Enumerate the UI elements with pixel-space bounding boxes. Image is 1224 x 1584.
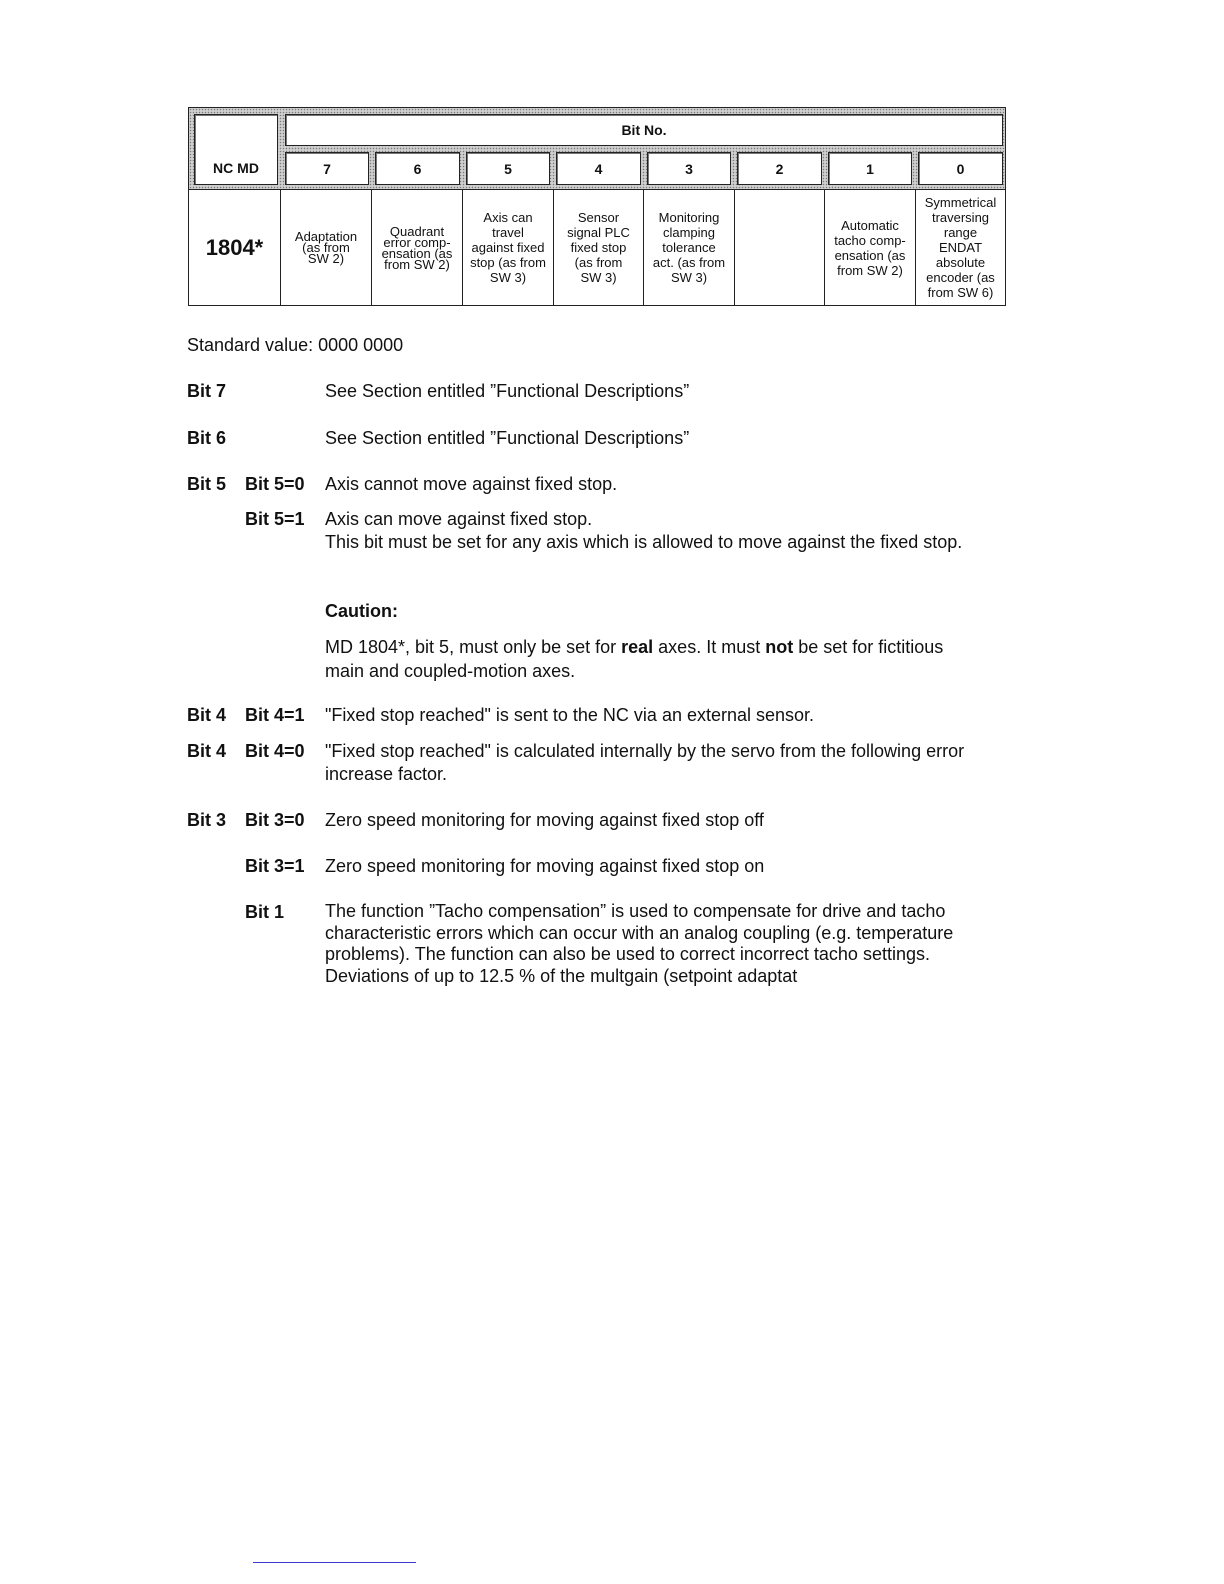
md-number: 1804* xyxy=(205,235,264,260)
md-number-cell xyxy=(189,190,281,305)
bit-header-7: 7 xyxy=(285,152,369,185)
bit-6-label: Bit 6 xyxy=(187,428,227,448)
bit-3-1-label: Bit 3=1 xyxy=(245,856,305,876)
bit-7-text: See Section entitled ”Functional Descriptions” xyxy=(325,381,690,401)
bit-4-label-b: Bit 4 xyxy=(187,741,227,761)
bit-6-description: Quadrant error comp- ensation (as from SW 2) xyxy=(381,223,453,272)
footnote-separator xyxy=(253,1562,416,1563)
bit-5-1-label: Bit 5=1 xyxy=(245,509,305,529)
bit-header-2: 2 xyxy=(737,152,822,185)
bit-5-1-text: Axis can move against fixed stop. xyxy=(325,509,593,529)
bit-4-1-text: "Fixed stop reached" is sent to the NC via an external sensor. xyxy=(325,705,815,725)
bit-1-description-cell xyxy=(825,190,916,305)
table-header xyxy=(189,108,1005,190)
bit-5-0-text: Axis cannot move against fixed stop. xyxy=(325,474,618,494)
bit-3-description: Monitoring clamping tolerance act. (as from SW 3) xyxy=(652,210,726,285)
bit-5-1-text-2: This bit must be set for any axis which is allowed to move against the fixed stop. xyxy=(325,532,963,552)
machine-data-table xyxy=(188,107,1006,306)
bit-header-6: 6 xyxy=(375,152,460,185)
bit-4-label-a: Bit 4 xyxy=(187,705,227,725)
bit-4-description-cell xyxy=(554,190,644,305)
bit-5-description-cell xyxy=(463,190,554,305)
bit-4-0-text: "Fixed stop reached" is calculated internally by the servo from the following error increase factor. xyxy=(325,741,965,784)
bit-1-text: The function ”Tacho compensation” is used to compensate for drive and tacho characteristic errors which can occur with an analog coupling (e.g. temperature problems). The function can also be used to correct incorrect tacho settings. Deviations of up to 12.5 % of the multgain (setpoint adaptat xyxy=(325,901,954,986)
bit-7-description-cell xyxy=(281,190,372,305)
bit-4-1-label: Bit 4=1 xyxy=(245,705,305,725)
bit-3-label: Bit 3 xyxy=(187,810,227,830)
caution-label: Caution: xyxy=(325,601,398,621)
bit-header-5: 5 xyxy=(466,152,550,185)
bit-5-label: Bit 5 xyxy=(187,474,227,494)
nc-md-header: NC MD xyxy=(194,114,278,185)
bit-3-1-text: Zero speed monitoring for moving against fixed stop on xyxy=(325,856,765,876)
bit-header-1: 1 xyxy=(828,152,912,185)
bit-3-0-text: Zero speed monitoring for moving against fixed stop off xyxy=(325,810,764,830)
standard-value: Standard value: 0000 0000 xyxy=(187,335,404,355)
bit-0-description-cell xyxy=(916,190,1005,305)
bit-header-4: 4 xyxy=(556,152,641,185)
bit-6-text: See Section entitled ”Functional Descriptions” xyxy=(325,428,690,448)
bit-header-0: 0 xyxy=(918,152,1003,185)
bit-5-0-label: Bit 5=0 xyxy=(245,474,305,494)
bit-1-label: Bit 1 xyxy=(245,902,285,922)
bit-6-description-cell xyxy=(372,190,463,305)
bit-7-label: Bit 7 xyxy=(187,381,227,401)
bit-3-description-cell xyxy=(644,190,735,305)
bit-1-description: Automatic tacho comp- ensation (as from SW 2) xyxy=(834,217,906,278)
table-row xyxy=(189,190,1005,305)
bit-2-description-cell xyxy=(735,190,825,305)
bit-4-0-label: Bit 4=0 xyxy=(245,741,305,761)
bit-3-0-label: Bit 3=0 xyxy=(245,810,305,830)
caution-text: MD 1804*, bit 5, must only be set for real axes. It must not be set for fictitious main and coupled-motion axes. xyxy=(325,637,944,681)
bit-4-description: Sensor signal PLC fixed stop (as from SW 3) xyxy=(567,210,630,285)
bit-7-description: Adaptation (as from SW 2) xyxy=(294,229,358,266)
bit-no-header: Bit No. xyxy=(285,114,1003,146)
bit-5-description: Axis can travel against fixed stop (as from SW 3) xyxy=(470,210,546,285)
bit-0-description: Symmetrical traversing range ENDAT absolute encoder (as from SW 6) xyxy=(924,195,997,300)
bit-header-3: 3 xyxy=(647,152,731,185)
